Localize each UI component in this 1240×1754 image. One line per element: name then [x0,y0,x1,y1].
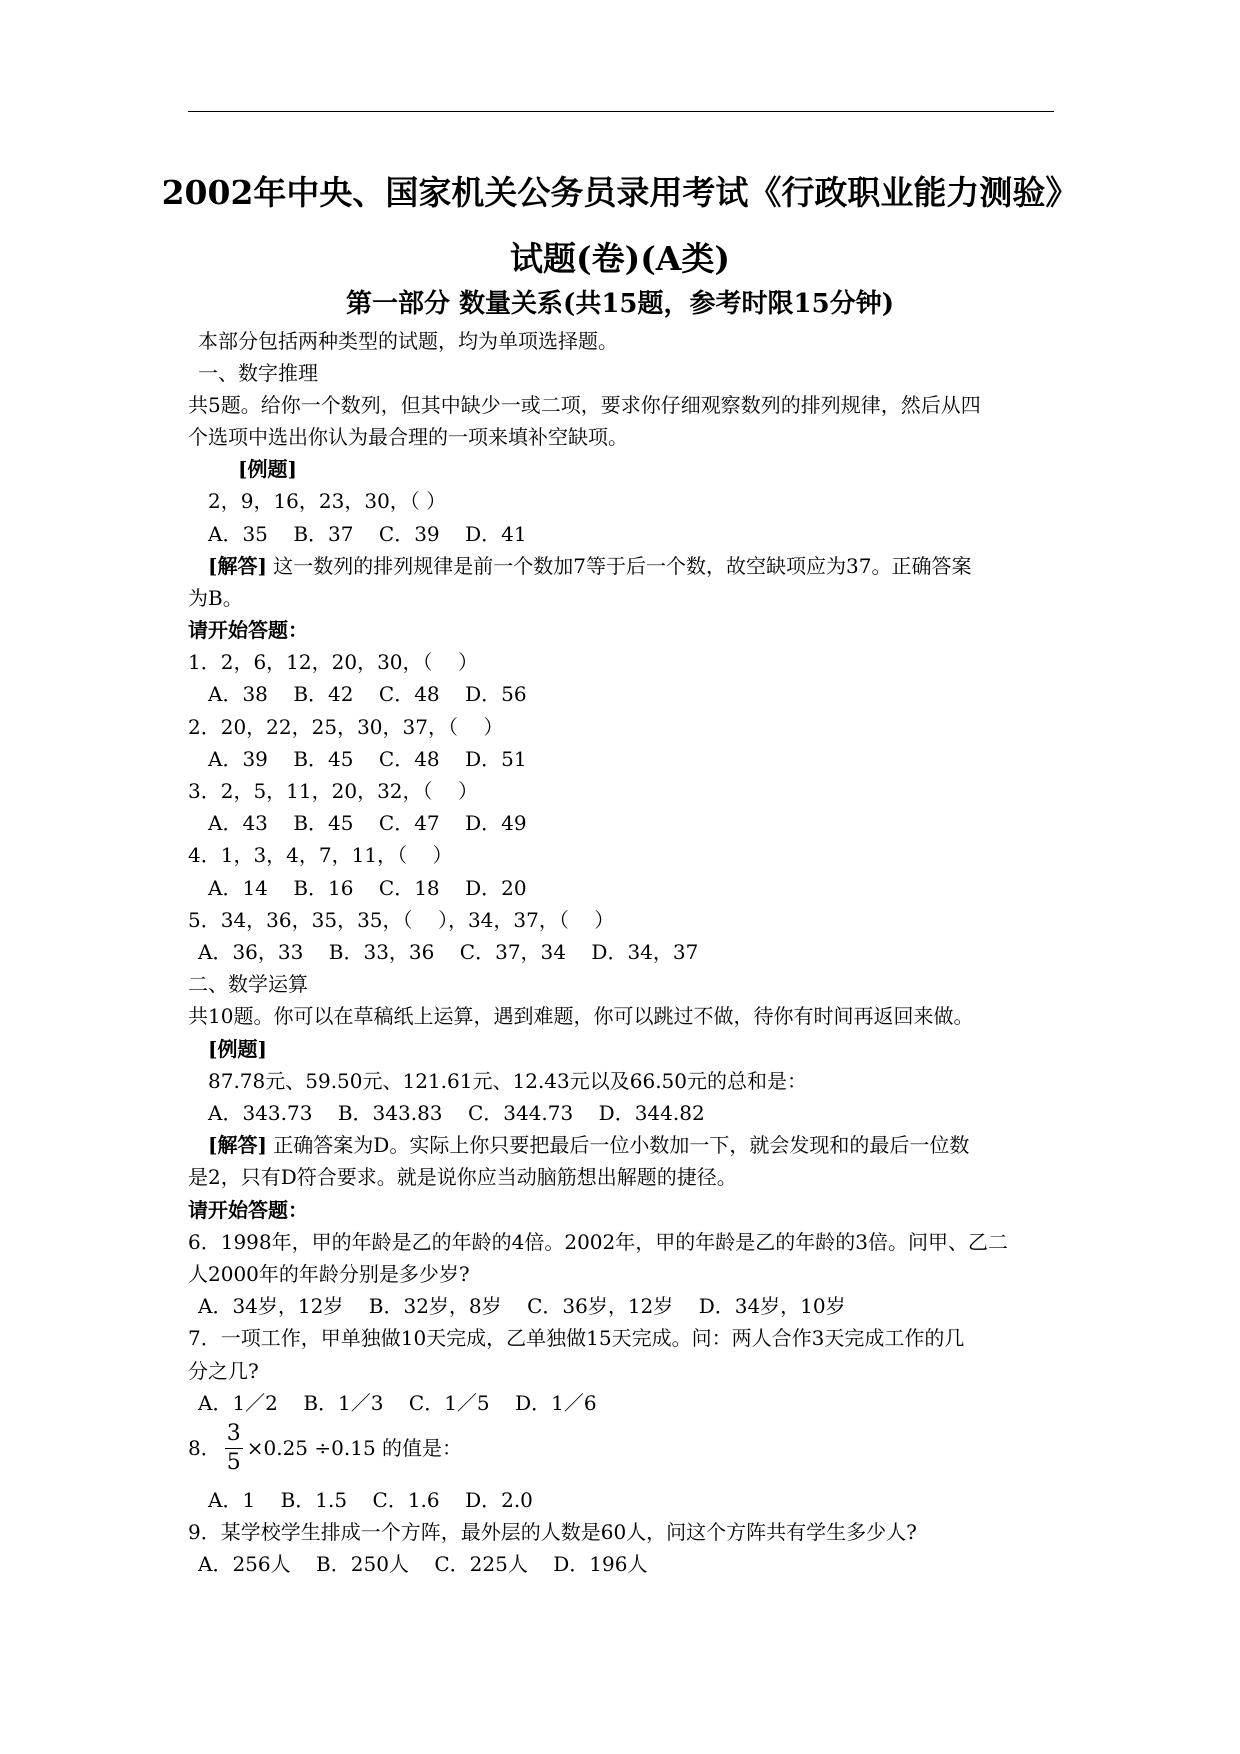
question-7-line1: 7．一项工作，甲单独做10天完成，乙单独做15天完成。问：两人合作3天完成工作的几 [188,1326,965,1350]
header-rule [188,111,1054,112]
question-8 [188,1418,1058,1478]
question-9-options: A．256人 B．250人 C．225人 D．196人 [198,1552,648,1576]
question-8-options: A．1 B．1.5 C．1.6 D．2.0 [208,1488,533,1512]
question-3-options: A．43 B．45 C．47 D．49 [208,811,527,835]
part2-answer-line2: 是2，只有D符合要求。就是说你应当动脑筋想出解题的捷径。 [188,1165,737,1189]
answer-label: [解答] [208,1133,267,1157]
part1-answer-line1 [208,553,1078,579]
question-8-number: 8． [188,1436,221,1460]
part1-heading: 一、数字推理 [198,361,318,385]
part1-desc-line1: 共5题。给你一个数列，但其中缺少一或二项，要求你仔细观察数列的排列规律，然后从四 [188,393,981,417]
part1-example-options: A．35 B．37 C．39 D．41 [208,522,527,546]
part2-desc: 共10题。你可以在草稿纸上运算，遇到难题，你可以跳过不做，待你有时间再返回来做。 [188,1004,974,1028]
intro-text: 本部分包括两种类型的试题，均为单项选择题。 [198,329,618,353]
part1-example-label: [例题] [238,457,297,481]
part1-start-label: 请开始答题： [188,618,308,642]
section-title: 第一部分 数量关系(共15题，参考时限15分钟) [345,289,895,319]
part1-example-sequence: 2，9，16，23，30，（ ） [208,489,447,513]
answer-label: [解答] [208,554,267,578]
part2-heading: 二、数学运算 [188,972,308,996]
answer-text: 这一数列的排列规律是前一个数加7等于后一个数，故空缺项应为37。正确答案 [266,554,972,578]
part2-start-label: 请开始答题： [188,1198,308,1222]
question-7-options: A．1／2 B．1／3 C．1／5 D．1／6 [198,1391,597,1415]
part1-desc-line2: 个选项中选出你认为最合理的一项来填补空缺项。 [188,425,628,449]
question-4-options: A．14 B．16 C．18 D．20 [208,876,527,900]
question-5: 5．34，36，35，35，（ ），34，37，（ ） [188,908,615,932]
question-9: 9．某学校学生排成一个方阵，最外层的人数是60人，问这个方阵共有学生多少人? [188,1520,917,1544]
question-4: 4．1，3，4，7，11，（ ） [188,843,453,867]
fraction-denominator: 5 [226,1449,241,1475]
question-6-line1: 6．1998年，甲的年龄是乙的年龄的4倍。2002年，甲的年龄是乙的年龄的3倍。问甲、乙二 [188,1230,1008,1254]
fraction [225,1420,243,1477]
answer-text: 正确答案为D。实际上你只要把最后一位小数加一下，就会发现和的最后一位数 [266,1133,970,1157]
question-8-expression: ×0.25 ÷0.15 的值是： [246,1436,463,1460]
question-7-line2: 分之几? [188,1359,259,1383]
question-3: 3．2，5，11，20，32，（ ） [188,779,478,803]
question-1-options: A．38 B．42 C．48 D．56 [208,682,527,706]
question-1: 1．2，6，12，20，30，（ ） [188,650,478,674]
part2-example-label: [例题] [208,1037,267,1061]
question-5-options: A．36，33 B．33，36 C．37，34 D．34，37 [198,940,699,964]
question-6-line2: 人2000年的年龄分别是多少岁? [188,1262,470,1286]
part1-answer-line2: 为B。 [188,586,243,610]
question-2: 2．20，22，25，30，37，（ ） [188,715,504,739]
question-2-options: A．39 B．45 C．48 D．51 [208,747,527,771]
document-title-line2: 试题(卷)(A类) [509,239,731,278]
part2-example-options: A．343.73 B．343.83 C．344.73 D．344.82 [208,1101,705,1125]
question-6-options: A．34岁，12岁 B．32岁，8岁 C．36岁，12岁 D．34岁，10岁 [198,1294,846,1318]
document-title-line1: 2002年中央、国家机关公务员录用考试《行政职业能力测验》 [161,173,1079,212]
part2-answer-line1 [208,1132,1078,1158]
part2-example-question: 87.78元、59.50元、121.61元、12.43元以及66.50元的总和是： [208,1069,808,1093]
fraction-numerator: 3 [225,1420,243,1449]
